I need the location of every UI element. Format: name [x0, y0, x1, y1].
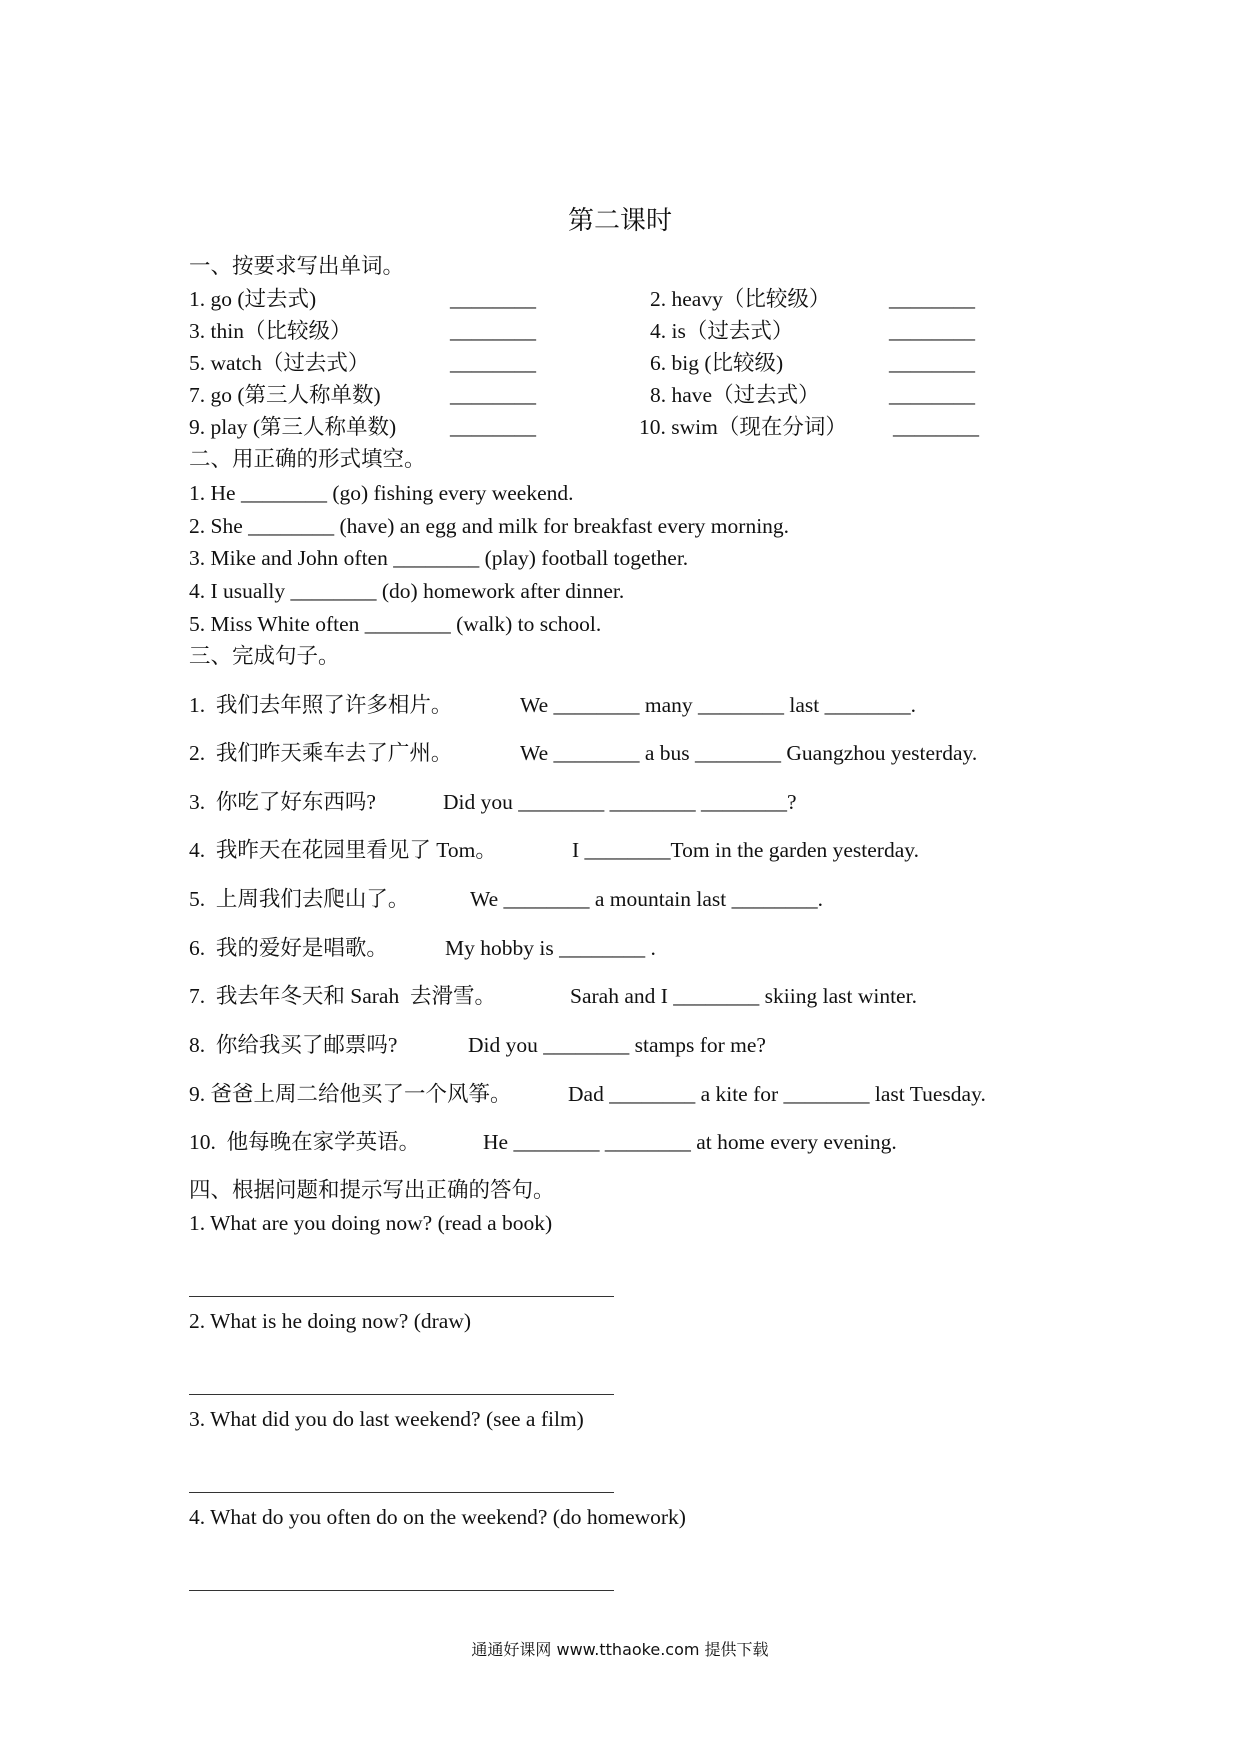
answer-blank[interactable]: ________: [893, 415, 979, 439]
chinese-prompt: 1. 我们去年照了许多相片。: [189, 693, 453, 717]
answer-line[interactable]: [189, 1296, 614, 1297]
english-sentence: He ________ ________ at home every evening.: [483, 1130, 897, 1154]
fill-in-sentence: 5. Miss White often ________ (walk) to school.: [189, 612, 602, 636]
english-sentence: Did you ________ ________ ________?: [443, 790, 797, 814]
question-label: 8. have（过去式）: [650, 383, 820, 407]
english-sentence: We ________ a mountain last ________.: [470, 887, 823, 911]
question-label: 4. is（过去式）: [650, 319, 794, 343]
answer-blank[interactable]: ________: [450, 415, 536, 439]
answer-blank[interactable]: ________: [450, 351, 536, 375]
question-label: 9. play (第三人称单数): [189, 415, 397, 439]
answer-blank[interactable]: ________: [889, 287, 975, 311]
answer-blank[interactable]: ________: [889, 383, 975, 407]
answer-line[interactable]: [189, 1492, 614, 1493]
english-sentence: We ________ many ________ last ________.: [520, 693, 916, 717]
answer-line[interactable]: [189, 1394, 614, 1395]
chinese-prompt: 8. 你给我买了邮票吗?: [189, 1033, 398, 1057]
question-text: 1. What are you doing now? (read a book): [189, 1211, 553, 1235]
answer-line[interactable]: [189, 1590, 614, 1591]
english-sentence: We ________ a bus ________ Guangzhou yesterday.: [520, 741, 978, 765]
answer-blank[interactable]: ________: [450, 383, 536, 407]
english-sentence: My hobby is ________ .: [445, 936, 656, 960]
question-text: 3. What did you do last weekend? (see a film): [189, 1407, 584, 1431]
answer-blank[interactable]: ________: [450, 319, 536, 343]
question-label: 10. swim（现在分词）: [639, 415, 847, 439]
english-sentence: Sarah and I ________ skiing last winter.: [570, 984, 917, 1008]
chinese-prompt: 6. 我的爱好是唱歌。: [189, 936, 388, 960]
english-sentence: Dad ________ a kite for ________ last Tuesday.: [568, 1082, 986, 1106]
chinese-prompt: 4. 我昨天在花园里看见了 Tom。: [189, 838, 497, 862]
chinese-prompt: 3. 你吃了好东西吗?: [189, 790, 376, 814]
footer-credit: 通通好课网 www.tthaoke.com 提供下载: [471, 1640, 769, 1659]
question-label: 7. go (第三人称单数): [189, 383, 381, 407]
fill-in-sentence: 4. I usually ________ (do) homework after dinner.: [189, 579, 625, 603]
section2-heading: 二、用正确的形式填空。: [189, 447, 426, 471]
question-label: 2. heavy（比较级）: [650, 287, 831, 311]
chinese-prompt: 2. 我们昨天乘车去了广州。: [189, 741, 453, 765]
answer-blank[interactable]: ________: [889, 351, 975, 375]
answer-blank[interactable]: ________: [450, 287, 536, 311]
question-text: 4. What do you often do on the weekend? (do homework): [189, 1505, 686, 1529]
question-label: 6. big (比较级): [650, 351, 784, 375]
fill-in-sentence: 1. He ________ (go) fishing every weekend.: [189, 481, 574, 505]
fill-in-sentence: 3. Mike and John often ________ (play) football together.: [189, 546, 689, 570]
section1-heading: 一、按要求写出单词。: [189, 254, 405, 278]
chinese-prompt: 9. 爸爸上周二给他买了一个风筝。: [189, 1082, 512, 1106]
chinese-prompt: 10. 他每晚在家学英语。: [189, 1130, 421, 1154]
section3-heading: 三、完成句子。: [189, 644, 340, 668]
fill-in-sentence: 2. She ________ (have) an egg and milk for breakfast every morning.: [189, 514, 790, 538]
answer-blank[interactable]: ________: [889, 319, 975, 343]
page-title: 第二课时: [567, 206, 672, 235]
question-text: 2. What is he doing now? (draw): [189, 1309, 472, 1333]
question-label: 5. watch（过去式）: [189, 351, 370, 375]
english-sentence: Did you ________ stamps for me?: [468, 1033, 766, 1057]
section4-heading: 四、根据问题和提示写出正确的答句。: [189, 1178, 555, 1202]
chinese-prompt: 7. 我去年冬天和 Sarah 去滑雪。: [189, 984, 496, 1008]
question-label: 3. thin（比较级）: [189, 319, 352, 343]
chinese-prompt: 5. 上周我们去爬山了。: [189, 887, 410, 911]
question-label: 1. go (过去式): [189, 287, 317, 311]
english-sentence: I ________Tom in the garden yesterday.: [572, 838, 919, 862]
